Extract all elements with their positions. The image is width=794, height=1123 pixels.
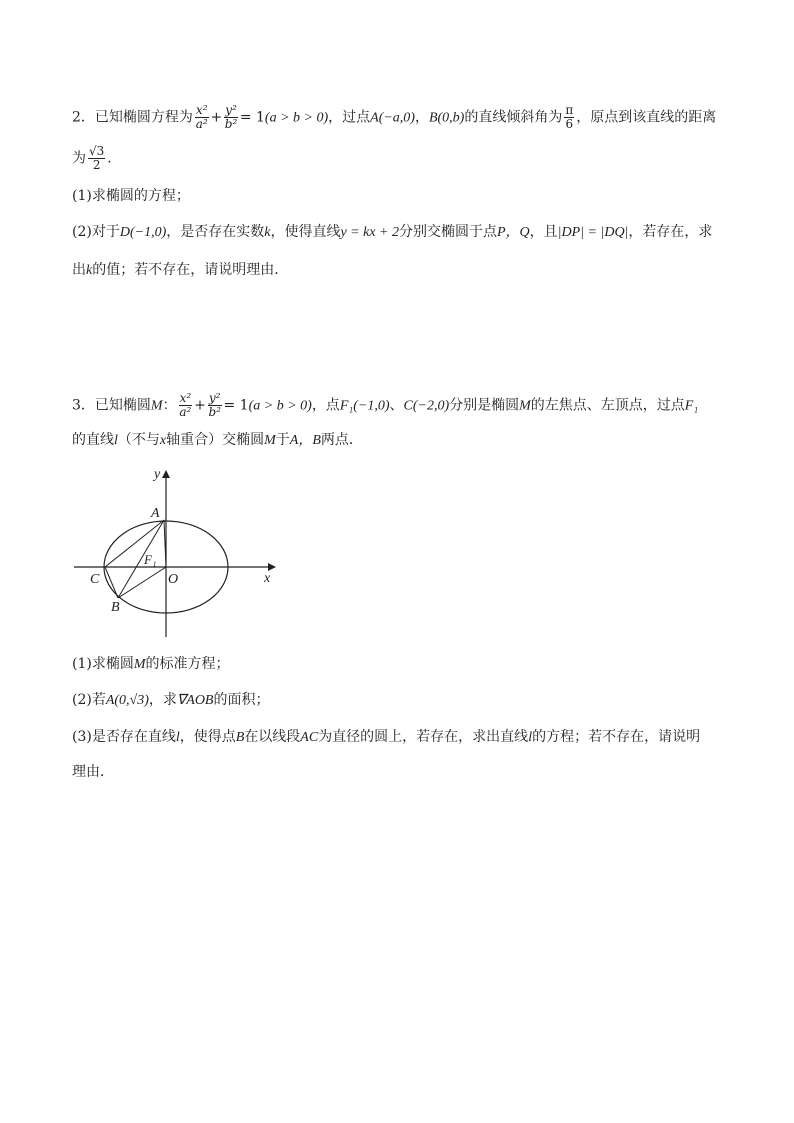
q3-text: 分别是椭圆	[449, 397, 520, 414]
x-axis-arrow	[268, 563, 276, 571]
frac-den: b²	[224, 117, 238, 131]
q3-text: 为直径的圆上，若存在，求出直线	[318, 729, 529, 745]
q2-part-2-cont	[72, 260, 288, 281]
label-x: x	[264, 571, 271, 586]
point-b: B(0,b)	[428, 110, 465, 126]
equal-distance: |DP| = |DQ|	[557, 225, 629, 240]
q3-part-1	[72, 654, 230, 675]
frac-num: x²	[179, 391, 192, 405]
q3-number: 3．	[72, 397, 95, 414]
q2-text: 出	[72, 262, 86, 278]
line-equation: y = kx + 2	[340, 225, 399, 240]
var-l: l	[528, 730, 533, 745]
q2-text: ，过点	[328, 109, 371, 126]
frac-num: x²	[195, 103, 208, 117]
frac-den: 6	[565, 117, 574, 131]
segment-ab	[118, 520, 164, 598]
q3-text: 理由．	[72, 764, 114, 780]
plus-sign: +	[210, 109, 223, 126]
q2-part-1-text: (1)求椭圆的方程；	[72, 188, 190, 204]
q3-text: 已知椭圆	[94, 397, 151, 414]
q2-text: (2)对于	[72, 224, 120, 240]
q3-text: ：	[162, 397, 177, 414]
frac-den: a²	[195, 117, 208, 131]
q2-text: ，使得直线	[270, 224, 341, 240]
q3-line-2	[72, 430, 363, 451]
q3-text: ，点	[311, 397, 340, 414]
y-axis-arrow	[162, 470, 170, 478]
q3-text: 的方程；若不存在，请说明	[532, 729, 701, 745]
q3-text: 的左焦点、左顶点，过点	[530, 397, 685, 414]
frac-num: y²	[208, 391, 221, 405]
q2-text: 为	[72, 150, 86, 167]
point-a: A(0,√3)	[105, 693, 149, 708]
frac-num: √3	[89, 144, 105, 158]
fraction-y	[224, 104, 238, 131]
angle-fraction	[564, 104, 574, 131]
var-b: B	[235, 730, 245, 745]
distance-fraction	[88, 145, 105, 172]
var-k: k	[264, 225, 271, 240]
q3-text: (2)若	[72, 692, 106, 708]
fraction-x	[195, 104, 209, 131]
label-c: C	[90, 572, 100, 587]
var-m: M	[264, 433, 276, 448]
label-b: B	[111, 600, 120, 615]
q3-text: 的标准方程；	[145, 656, 230, 672]
q2-text: 已知椭圆方程为	[94, 109, 193, 126]
label-y: y	[154, 467, 161, 482]
q3-text: 于	[275, 432, 290, 448]
point-d: D(−1,0)	[119, 225, 167, 240]
frac-den: b²	[208, 405, 221, 419]
q2-text: ．	[107, 150, 122, 167]
fraction-y	[208, 392, 222, 419]
segment-ac-label: AC	[300, 730, 319, 745]
q2-text: 的值；若不存在，请说明理由．	[92, 262, 289, 278]
frac-num: π	[565, 103, 574, 117]
q2-part-2	[72, 222, 712, 243]
condition: (a > b > 0)	[248, 398, 312, 414]
q3-text: 轴重合）交椭圆	[166, 432, 265, 448]
point-a: A(−a,0)	[370, 110, 415, 126]
q2-number: 2．	[72, 109, 95, 126]
q3-text: (3)是否存在直线	[72, 729, 176, 745]
q2-part-1	[72, 186, 190, 206]
frac-den: 2	[92, 158, 101, 172]
q3-part-3-cont	[72, 762, 114, 782]
q3-text: ，求	[148, 692, 177, 708]
q3-part-3	[72, 727, 700, 748]
q2-text: ，是否存在实数	[166, 224, 265, 240]
frac-den: a²	[179, 405, 192, 419]
var-l: l	[175, 730, 180, 745]
q2-text: ，	[414, 109, 429, 126]
q2-text: 的直线倾斜角为	[464, 109, 563, 126]
q3-text: 的直线	[72, 432, 114, 448]
ellipse-figure	[68, 462, 288, 642]
q2-text: ，原点到该直线的距离	[576, 109, 717, 126]
q3-line-1	[72, 392, 698, 419]
q3-text: ，使得点	[179, 729, 236, 745]
var-m: M	[133, 657, 146, 672]
var-m: M	[519, 398, 531, 414]
points-ab: A，B	[289, 433, 321, 448]
condition: (a > b > 0)	[264, 110, 329, 126]
frac-num: y²	[225, 103, 237, 117]
q3-text: （不与	[117, 432, 160, 448]
var-k: k	[86, 263, 93, 278]
q3-text: 两点．	[320, 432, 363, 448]
segment-bo	[118, 567, 166, 598]
q3-text: 在以线段	[244, 729, 301, 745]
var-x: x	[159, 433, 167, 448]
q2-text: 分别交椭圆于点	[399, 224, 497, 240]
label-a: A	[151, 506, 160, 521]
var-f1: F₁	[684, 398, 699, 414]
triangle-aob: ∇AOB	[176, 693, 214, 708]
q2-text: ，若存在，求	[628, 224, 713, 240]
fraction-x	[179, 392, 193, 419]
plus-sign: +	[194, 397, 206, 414]
var-m: M	[150, 398, 163, 414]
point-f1: F₁(−1,0)	[339, 398, 390, 414]
point-c: C(−2,0)	[403, 398, 450, 414]
q2-line-2	[72, 145, 121, 172]
q3-text: 、	[389, 397, 404, 414]
points-pq: P，Q	[497, 225, 530, 240]
q2-line-1	[72, 104, 716, 131]
q3-text: (1)求椭圆	[72, 656, 134, 672]
q2-text: ，且	[529, 224, 558, 240]
label-o: O	[168, 572, 179, 587]
label-f1: F₁	[144, 552, 157, 567]
q3-part-2	[72, 690, 270, 711]
var-l: l	[114, 433, 118, 448]
eq-tail: = 1	[223, 397, 249, 414]
eq-tail: = 1	[239, 109, 265, 126]
q3-text: 的面积；	[213, 692, 270, 708]
